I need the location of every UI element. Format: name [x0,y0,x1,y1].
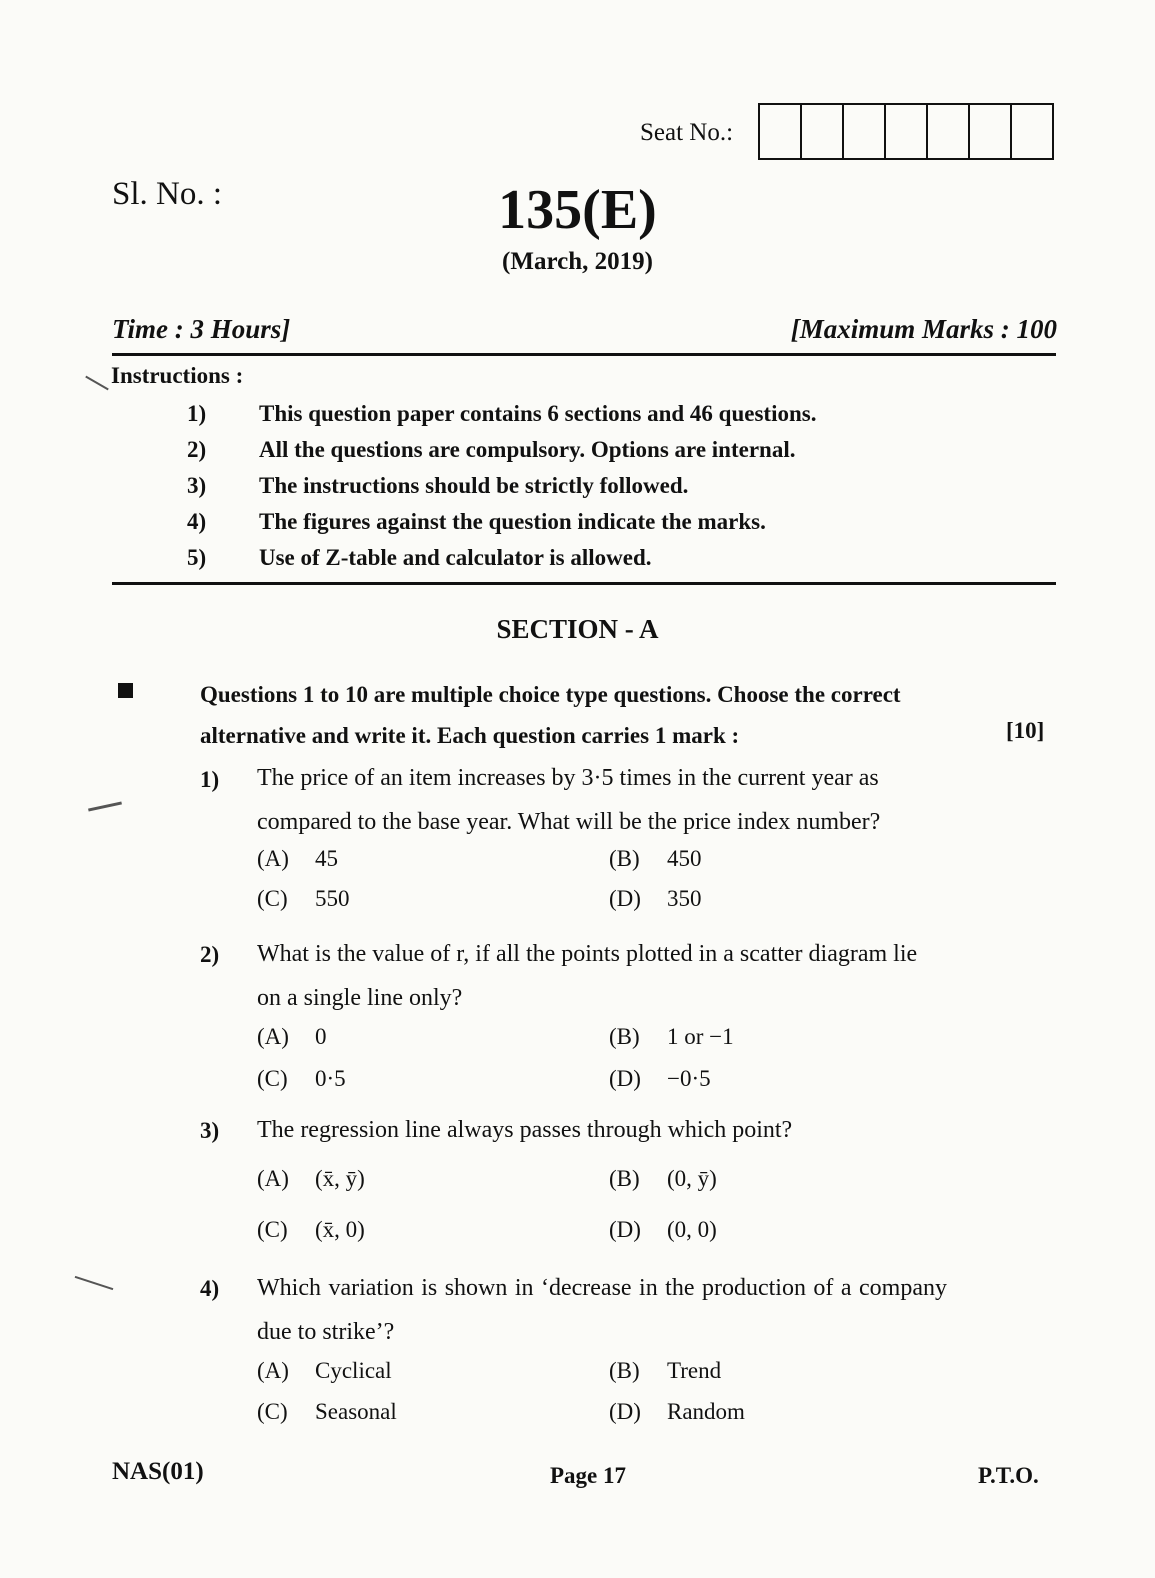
option-text: (x̄, ȳ) [315,1166,365,1191]
exam-date: (March, 2019) [502,248,653,275]
pen-mark [88,801,122,811]
option-c [257,1217,365,1243]
instruction-item [187,396,1027,432]
option-text: 1 or −1 [667,1024,734,1049]
option-label: (D) [609,1066,641,1091]
question-number: 1) [200,767,220,792]
option-text: Random [667,1399,745,1424]
option-text: 0·5 [315,1066,346,1091]
option-b [609,1024,734,1050]
instruction-number: 2) [187,437,207,462]
option-text: Seasonal [315,1399,397,1424]
maximum-marks: [Maximum Marks : 100 [790,314,1057,344]
question-text: The regression line always passes through which point? [257,1117,793,1143]
instruction-number: 4) [187,509,207,534]
option-d [609,886,702,912]
option-c [257,1399,397,1425]
instruction-number: 5) [187,545,207,570]
option-text: 350 [667,886,702,911]
option-d [609,1217,717,1243]
seat-no-label: Seat No.: [640,119,734,146]
option-c [257,886,350,912]
question-number: 3) [200,1118,220,1143]
option-label: (A) [257,1358,289,1383]
option-b [609,846,702,872]
seat-no-box [844,105,886,158]
option-text: 45 [315,846,338,871]
page-number: Page 17 [550,1463,627,1488]
option-label: (C) [257,1399,288,1424]
option-text: (0, ȳ) [667,1166,717,1191]
option-label: (D) [609,1399,641,1424]
instruction-text: All the questions are compulsory. Options are internal. [259,437,796,462]
paper-series-code: NAS(01) [112,1458,204,1485]
option-text: (x̄, 0) [315,1217,365,1242]
instructions-list [187,396,1027,576]
question-text: The price of an item increases by 3·5 times in the current year as compared to the base year. What will be the price index number? [257,765,881,835]
serial-number-label: Sl. No. : [112,176,223,212]
instruction-item [187,504,1027,540]
option-label: (D) [609,886,641,911]
instructions-divider [112,582,1056,585]
question-number: 4) [200,1276,220,1301]
option-a [257,846,338,872]
seat-no-box [886,105,928,158]
question-text: What is the value of r, if all the points plotted in a scatter diagram lie on a single line only? [257,941,918,1011]
option-d [609,1399,745,1425]
section-marks: [10] [1006,718,1045,743]
option-a [257,1358,392,1384]
seat-no-box [1012,105,1052,158]
paper-code: 135(E) [498,179,657,241]
seat-no-box [802,105,844,158]
option-d [609,1066,711,1092]
time-allowed: Time : 3 Hours] [112,314,291,344]
option-label: (B) [609,1024,640,1049]
option-b [609,1358,721,1384]
option-text: Cyclical [315,1358,392,1383]
option-label: (A) [257,1024,289,1049]
option-text: 550 [315,886,350,911]
instruction-text: Use of Z-table and calculator is allowed. [259,545,652,570]
question-text: Which variation is shown in ‘decrease in the production of a company due to strike’? [257,1275,947,1345]
pen-mark [75,1276,114,1290]
instruction-item [187,432,1027,468]
option-label: (A) [257,1166,289,1191]
square-bullet-icon [118,683,133,698]
instructions-title: Instructions : [111,363,244,388]
option-text: −0·5 [667,1066,711,1091]
option-text: Trend [667,1358,722,1383]
option-label: (B) [609,1166,640,1191]
option-label: (A) [257,846,289,871]
option-label: (C) [257,1217,288,1242]
option-b [609,1166,717,1192]
instruction-text: This question paper contains 6 sections and 46 questions. [259,401,817,426]
instruction-item [187,468,1027,504]
section-instructions: Questions 1 to 10 are multiple choice type questions. Choose the correct alternative and write it. Each question carries 1 mark : [200,682,901,748]
option-label: (B) [609,1358,640,1383]
seat-no-box [760,105,802,158]
header-divider [112,353,1056,356]
option-a [257,1166,365,1192]
option-label: (C) [257,1066,288,1091]
seat-no-boxes [758,103,1054,160]
option-c [257,1066,346,1092]
seat-no-box [970,105,1012,158]
option-text: 450 [667,846,702,871]
instruction-number: 1) [187,401,207,426]
instruction-number: 3) [187,473,207,498]
seat-no-box [928,105,970,158]
instruction-item [187,540,1027,576]
please-turn-over: P.T.O. [978,1463,1039,1488]
time-marks-row [112,314,1057,345]
option-text: (0, 0) [667,1217,717,1242]
option-label: (B) [609,846,640,871]
instruction-text: The figures against the question indicate the marks. [259,509,766,534]
option-text: 0 [315,1024,327,1049]
instruction-text: The instructions should be strictly followed. [259,473,689,498]
option-label: (D) [609,1217,641,1242]
section-title: SECTION - A [496,614,659,644]
option-a [257,1024,327,1050]
pen-mark [85,376,109,391]
question-number: 2) [200,942,220,967]
option-label: (C) [257,886,288,911]
